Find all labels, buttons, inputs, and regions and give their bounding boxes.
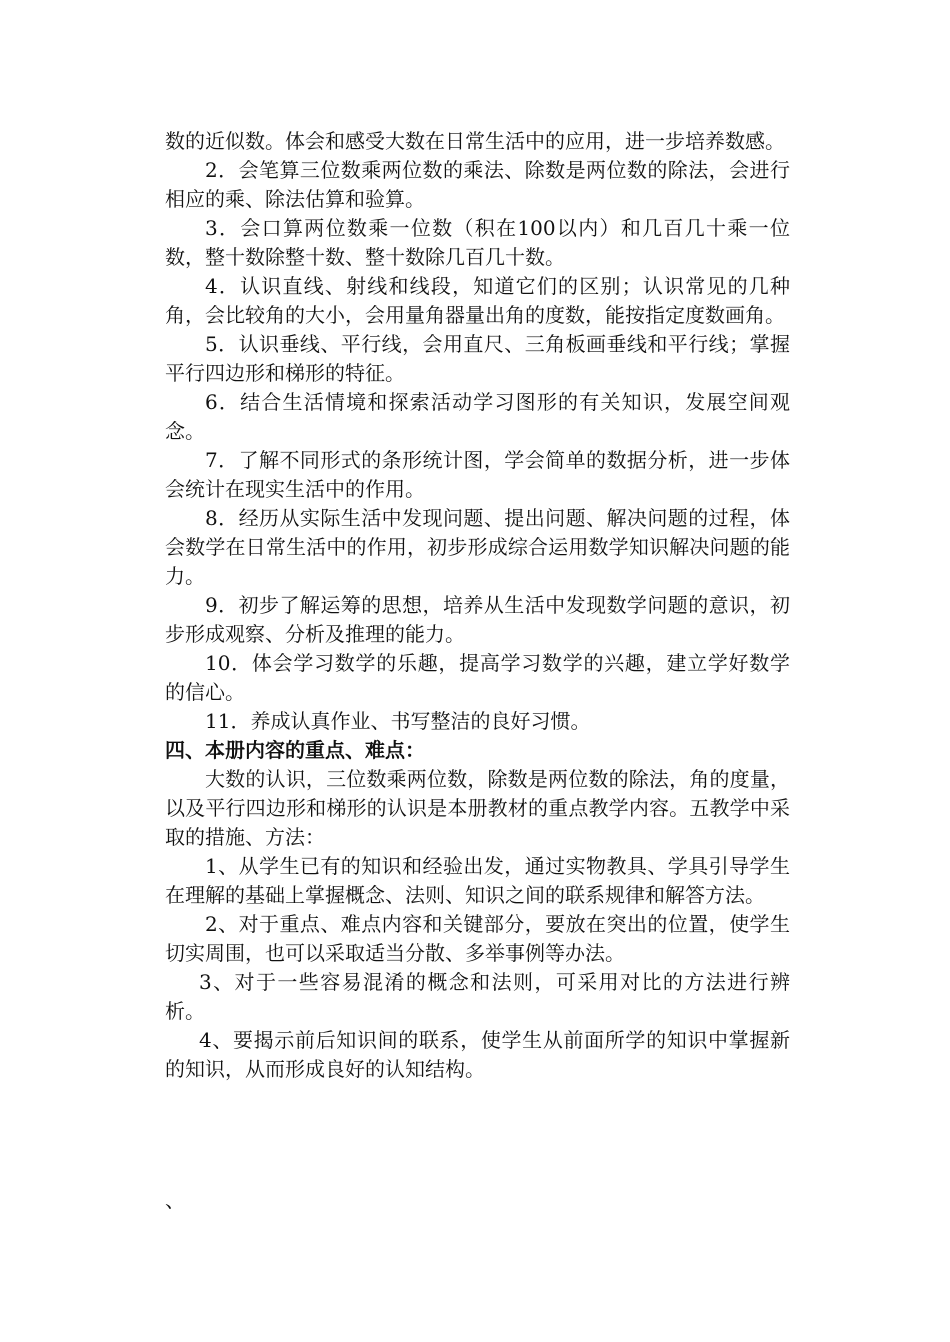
paragraph: 数的近似数。体会和感受大数在日常生活中的应用，进一步培养数感。: [165, 129, 785, 153]
paragraph: 2．会笔算三位数乘两位数的乘法、除数是两位数的除法，会进行相应的乘、除法估算和验算。: [165, 158, 790, 211]
paragraph: 10．体会学习数学的乐趣，提高学习数学的兴趣，建立学好数学的信心。: [165, 651, 790, 704]
objectives-list: [165, 127, 790, 736]
paragraph: 6．结合生活情境和探索活动学习图形的有关知识，发展空间观念。: [165, 390, 790, 443]
document-body: [165, 127, 790, 1084]
paragraph: 4、要揭示前后知识间的联系，使学生从前面所学的知识中掌握新的知识，从而形成良好的认知结构。: [165, 1028, 790, 1081]
paragraph: 9．初步了解运筹的思想，培养从生活中发现数学问题的意识，初步形成观察、分析及推理的能力。: [165, 593, 790, 646]
paragraph: 5．认识垂线、平行线，会用直尺、三角板画垂线和平行线；掌握平行四边形和梯形的特征。: [165, 332, 790, 385]
paragraph: 大数的认识，三位数乘两位数，除数是两位数的除法，角的度量，以及平行四边形和梯形的认识是本册教材的重点教学内容。五教学中采取的措施、方法：: [165, 767, 790, 849]
paragraph: 3、对于一些容易混淆的概念和法则，可采用对比的方法进行辨析。: [165, 970, 790, 1023]
section-heading: 四、本册内容的重点、难点：: [165, 738, 425, 762]
paragraph: 7．了解不同形式的条形统计图，学会简单的数据分析，进一步体会统计在现实生活中的作用。: [165, 448, 790, 501]
paragraph: 11．养成认真作业、书写整洁的良好习惯。: [205, 709, 591, 733]
trailing-mark: 、: [165, 1188, 185, 1212]
key-points-section: [165, 765, 790, 1084]
paragraph: 1、从学生已有的知识和经验出发，通过实物教具、学具引导学生在理解的基础上掌握概念、法则、知识之间的联系规律和解答方法。: [165, 854, 790, 907]
paragraph: 4．认识直线、射线和线段，知道它们的区别；认识常见的几种角，会比较角的大小，会用量角器量出角的度数，能按指定度数画角。: [165, 274, 790, 327]
paragraph: 3．会口算两位数乘一位数（积在100以内）和几百几十乘一位数，整十数除整十数、整十数除几百几十数。: [165, 216, 790, 269]
paragraph: 8．经历从实际生活中发现问题、提出问题、解决问题的过程，体会数学在日常生活中的作用，初步形成综合运用数学知识解决问题的能力。: [165, 506, 790, 588]
paragraph: 2、对于重点、难点内容和关键部分，要放在突出的位置，使学生切实周围，也可以采取适当分散、多举事例等办法。: [165, 912, 790, 965]
